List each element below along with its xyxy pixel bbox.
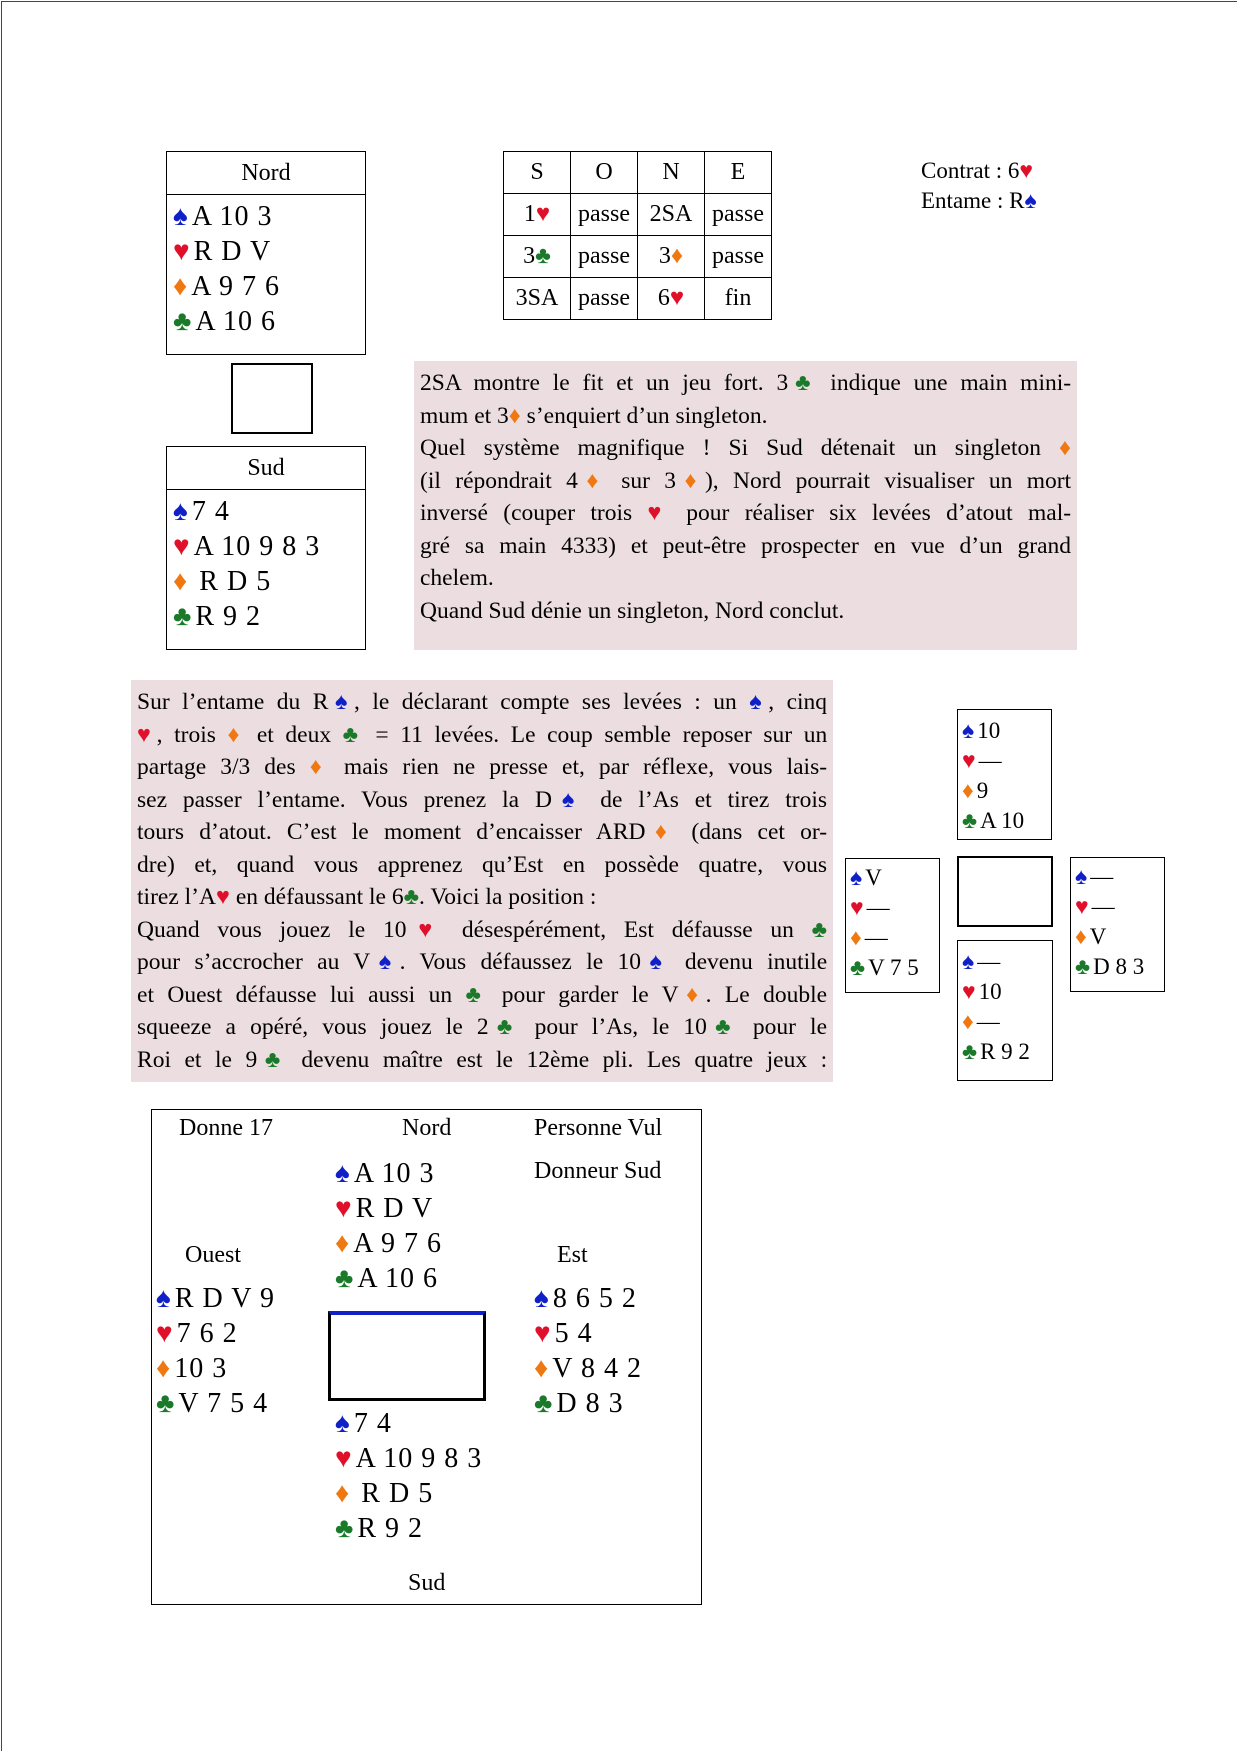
deal-south-clubs: R 9 2 [357,1513,424,1544]
club-icon: ♣ [962,1039,978,1064]
deal-south-diamonds: R D 5 [353,1478,434,1509]
heart-icon: ♥ [535,201,551,227]
deal-vulnerability: Personne Vul [534,1115,663,1141]
lead-line [921,186,1037,216]
auction-header: N [638,152,705,194]
diamond-icon: ♦ [173,271,189,302]
heart-icon: ♥ [1075,894,1089,919]
ending-north-hearts: — [978,748,1002,773]
ending-east-card [1070,857,1165,992]
diamond-icon: ♦ [335,1478,351,1509]
deal-west-hearts: 7 6 2 [176,1318,238,1349]
spade-icon: ♠ [335,1158,351,1189]
club-icon: ♣ [811,916,828,943]
deal-east-label: Est [557,1242,588,1268]
ending-south-clubs: R 9 2 [980,1039,1030,1064]
contract-info [921,156,1037,216]
deal-dealer: Donneur Sud [534,1158,662,1184]
contract-label: Contrat : 6 [921,158,1020,183]
text-line: sez passer l’entame. Vous prenez la D♠ de l’As et tirez trois [137,786,828,813]
bid-cell: passe [705,236,772,278]
spade-icon: ♠ [156,1283,172,1314]
ending-east-spades: — [1090,864,1114,889]
deal-number: Donne 17 [179,1115,273,1141]
north-spades: A 10 3 [191,201,273,232]
deal-east-hand [534,1281,642,1421]
diamond-icon: ♦ [1075,924,1087,949]
diamond-icon: ♦ [508,402,521,429]
deal-south-hearts: A 10 9 8 3 [355,1443,483,1474]
heart-icon: ♥ [215,884,230,910]
diamond-icon: ♦ [577,467,607,494]
text-line: Roi et le 9♣ devenu maître est le 12ème pli. Les quatre jeux : [137,1046,828,1073]
heart-icon: ♥ [534,1318,552,1349]
south-hand-box [166,446,366,650]
text-line: squeeze a opéré, vous jouez le 2♣ pour l’As, le 10♣ pour le [137,1014,828,1040]
club-icon: ♣ [535,243,551,269]
bidding-commentary [414,361,1077,650]
text-line: partage 3/3 des ♦ mais rien ne presse et, par réflexe, vous lais- [137,754,828,780]
play-commentary-text [137,686,827,1076]
spade-icon: ♠ [173,201,189,232]
deal-north-clubs: A 10 6 [357,1263,439,1294]
ending-south-hearts: 10 [978,979,1002,1004]
club-icon: ♣ [257,1046,288,1073]
deal-south-spades: 7 4 [353,1408,392,1439]
text-line: gré sa main 4333) et peut-être prospecter en vue d’un grand [420,532,1071,559]
deal-north-hearts: R D V [355,1193,434,1224]
spade-icon: ♠ [551,786,585,813]
club-icon: ♣ [465,981,489,1008]
auction-header: S [504,152,571,194]
spade-icon: ♠ [370,949,400,975]
text-line: tours d’atout. C’est le moment d’encaisser ARD♦ (dans cet or- [137,819,828,845]
diamond-icon: ♦ [678,981,706,1008]
diamond-icon: ♦ [1059,435,1072,461]
club-icon: ♣ [788,370,818,396]
text-line: et Ouest défausse lui aussi un ♣ pour garder le V♦. Le double [137,981,828,1008]
text-line: ♥, trois ♦ et deux ♣ = 11 levées. Le coup semble reposer sur un [137,721,828,748]
spade-icon: ♠ [1024,188,1037,213]
deal-west-hand [156,1281,275,1421]
deal-east-clubs: D 8 3 [556,1388,624,1419]
ending-east-diamonds: V [1089,924,1107,949]
auction-header: E [705,152,772,194]
text-line: mum et 3♦ s’enquiert d’un singleton. [420,402,768,429]
deal-east-diamonds: V 8 4 2 [552,1353,643,1384]
diamond-icon: ♦ [962,778,974,803]
ending-table-placeholder [957,856,1053,927]
diamond-icon: ♦ [962,1009,974,1034]
north-clubs: A 10 6 [195,306,277,337]
ending-north-card [957,709,1052,840]
deal-north-diamonds: A 9 7 6 [353,1228,442,1259]
club-icon: ♣ [706,1014,739,1040]
text-line: 2SA montre le fit et un jeu fort. 3♣ indique une main mini- [420,370,1072,396]
bid-cell: 3SA [504,278,571,320]
table-placeholder [231,363,313,434]
auction-row [504,236,772,278]
diamond-icon: ♦ [534,1353,550,1384]
diamond-icon: ♦ [670,243,684,269]
diamond-icon: ♦ [227,721,246,748]
ending-east-clubs: D 8 3 [1093,954,1145,979]
ending-west-clubs: V 7 5 [868,955,919,980]
ending-north-clubs: A 10 [980,808,1025,833]
text-line: Quand vous jouez le 10♥ désespérément, Est défausse un ♣ [137,916,828,943]
heart-icon: ♥ [406,916,445,943]
club-icon: ♣ [173,306,193,337]
ending-north-diamonds: 9 [976,778,989,803]
south-hearts: A 10 9 8 3 [193,531,321,562]
bid-cell: 3♦ [638,236,705,278]
deal-west-diamonds: 10 3 [174,1353,228,1384]
auction-header: O [571,152,638,194]
club-icon: ♣ [534,1388,554,1419]
ending-south-spades: — [977,949,1001,974]
heart-icon: ♥ [1019,158,1034,183]
club-icon: ♣ [403,884,419,910]
auction-row [504,278,772,320]
bid-cell: 3♣ [504,236,571,278]
diamond-icon: ♦ [676,467,705,494]
heart-icon: ♥ [669,285,685,311]
south-spades: 7 4 [191,496,230,527]
north-hand-box [166,151,366,355]
spade-icon: ♠ [328,689,354,715]
deal-west-label: Ouest [185,1242,241,1268]
spade-icon: ♠ [962,718,975,743]
diamond-icon: ♦ [335,1228,351,1259]
club-icon: ♣ [1075,954,1091,979]
lead-label: Entame : R [921,188,1025,213]
text-line: pour s’accrocher au V♠. Vous défaussez le 10♠ devenu inutile [137,949,828,975]
text-line: Quel système magnifique ! Si Sud détenait un singleton ♦ [420,435,1072,461]
south-clubs: R 9 2 [195,601,262,632]
ending-north-spades: 10 [977,718,1001,743]
bidding-commentary-text [420,367,1071,627]
bid-cell: passe [705,194,772,236]
text-line: tirez l’A♥ en défaussant le 6♣. Voici la position : [137,884,597,910]
heart-icon: ♥ [850,895,864,920]
club-icon: ♣ [850,955,866,980]
ending-west-card [845,858,940,993]
diamond-icon: ♦ [173,566,189,597]
deal-east-spades: 8 6 5 2 [552,1283,637,1314]
spade-icon: ♠ [173,496,189,527]
spade-icon: ♠ [641,949,671,975]
north-hand-title: Nord [167,152,365,195]
spade-icon: ♠ [850,865,863,890]
deal-west-spades: R D V 9 [174,1283,275,1314]
bid-cell: 2SA [638,194,705,236]
text-line: (il répondrait 4♦ sur 3♦), Nord pourrait visualiser un mort [420,467,1072,494]
deal-table [328,1311,486,1401]
text-line: inversé (couper trois ♥ pour réaliser six levées d’atout mal- [420,500,1072,526]
heart-icon: ♥ [137,721,157,748]
auction-header-row [504,152,772,194]
spade-icon: ♠ [749,689,769,715]
bid-cell: fin [705,278,772,320]
heart-icon: ♥ [962,748,976,773]
south-diamonds: R D 5 [191,566,272,597]
club-icon: ♣ [335,1263,355,1294]
bid-cell: 6♥ [638,278,705,320]
bid-cell: passe [571,278,638,320]
deal-north-label: Nord [402,1115,452,1141]
club-icon: ♣ [342,721,364,748]
ending-west-diamonds: — [864,925,888,950]
deal-south-hand [335,1406,482,1546]
heart-icon: ♥ [335,1193,353,1224]
deal-west-clubs: V 7 5 4 [178,1388,269,1419]
text-line: Quand Sud dénie un singleton, Nord conclut. [420,597,845,624]
club-icon: ♣ [488,1014,521,1040]
heart-icon: ♥ [173,531,191,562]
contract-line [921,156,1037,186]
north-diamonds: A 9 7 6 [191,271,280,302]
deal-diagram [151,1109,702,1605]
deal-north-spades: A 10 3 [353,1158,435,1189]
diamond-icon: ♦ [156,1353,172,1384]
diamond-icon: ♦ [850,925,862,950]
spade-icon: ♠ [534,1283,550,1314]
ending-west-spades: V [865,865,882,890]
ending-south-card [957,940,1053,1081]
text-line: dre) et, quand vous apprenez qu’Est en possède quatre, vous [137,851,827,878]
south-hand-title: Sud [167,447,365,490]
auction-row [504,194,772,236]
ending-south-diamonds: — [976,1009,1000,1034]
north-hearts: R D V [193,236,272,267]
auction-table [503,151,772,320]
bid-cell: 1♥ [504,194,571,236]
ending-east-hearts: — [1091,894,1115,919]
ending-west-hearts: — [866,895,890,920]
spade-icon: ♠ [962,949,975,974]
deal-south-label: Sud [408,1570,446,1596]
spade-icon: ♠ [1075,864,1088,889]
heart-icon: ♥ [335,1443,353,1474]
club-icon: ♣ [173,601,193,632]
deal-north-hand [335,1156,442,1296]
heart-icon: ♥ [647,500,671,526]
diamond-icon: ♦ [645,819,677,845]
bid-cell: passe [571,194,638,236]
deal-east-hearts: 5 4 [554,1318,593,1349]
text-line: Sur l’entame du R♠, le déclarant compte ses levées : un ♠, cinq [137,689,828,715]
heart-icon: ♥ [962,979,976,1004]
bid-cell: passe [571,236,638,278]
heart-icon: ♥ [173,236,191,267]
play-commentary [131,680,833,1082]
club-icon: ♣ [962,808,978,833]
heart-icon: ♥ [156,1318,174,1349]
text-line: chelem. [420,565,494,591]
club-icon: ♣ [335,1513,355,1544]
club-icon: ♣ [156,1388,176,1419]
spade-icon: ♠ [335,1408,351,1439]
diamond-icon: ♦ [309,754,330,780]
